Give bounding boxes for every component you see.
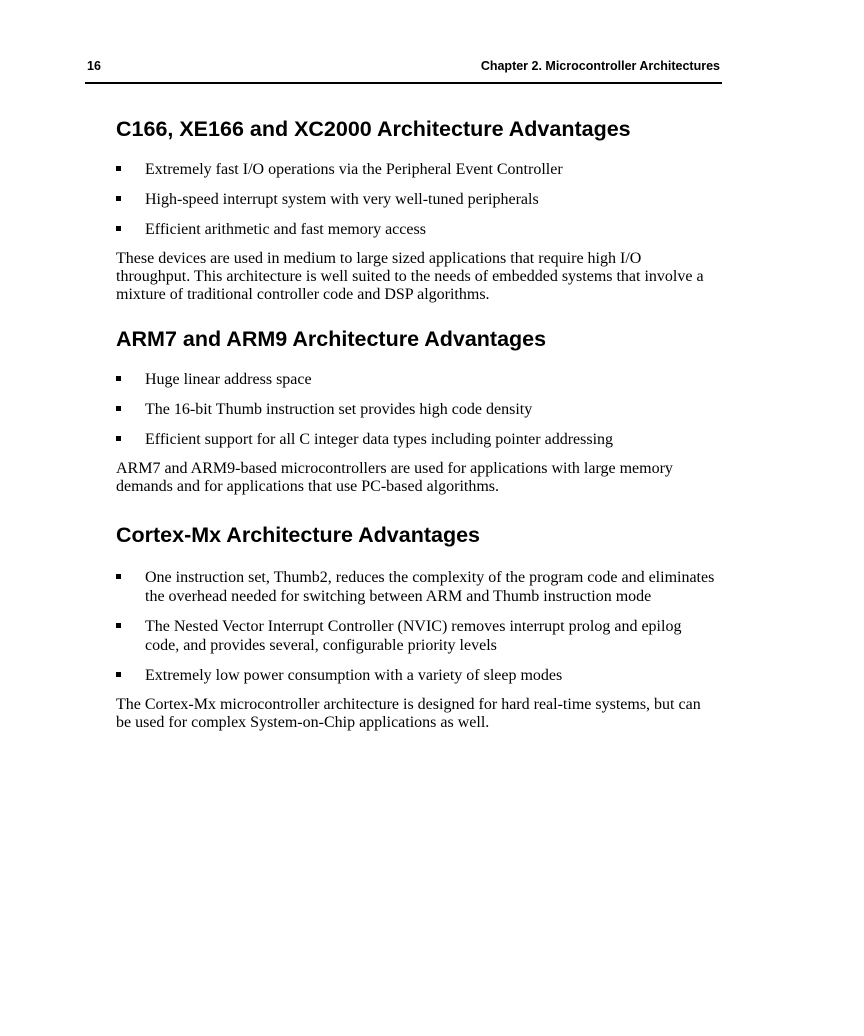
list-item <box>116 617 716 655</box>
list-item-text: The Nested Vector Interrupt Controller (NVIC) removes interrupt prolog and epilog code, and provides several, configurable priority levels <box>145 618 682 654</box>
list-item-text: Extremely fast I/O operations via the Peripheral Event Controller <box>145 161 563 178</box>
page-header <box>85 58 722 84</box>
list-item <box>116 220 716 239</box>
bullet-list <box>116 568 716 685</box>
section-paragraph: ARM7 and ARM9-based microcontrollers are used for applications with large memory demands and for applications that use PC-based algorithms. <box>116 460 673 495</box>
list-item <box>116 568 716 606</box>
square-bullet-icon <box>116 436 121 441</box>
section-cortex-advantages <box>116 520 716 732</box>
square-bullet-icon <box>116 574 121 579</box>
chapter-title: Chapter 2. Microcontroller Architectures <box>480 59 720 73</box>
list-item-text: Huge linear address space <box>145 371 312 388</box>
section-heading: Cortex-Mx Architecture Advantages <box>116 523 480 547</box>
square-bullet-icon <box>116 226 121 231</box>
section-heading: ARM7 and ARM9 Architecture Advantages <box>116 327 547 351</box>
list-item-text: Efficient arithmetic and fast memory access <box>145 221 426 238</box>
square-bullet-icon <box>116 672 121 677</box>
section-heading: C166, XE166 and XC2000 Architecture Advantages <box>116 117 631 141</box>
square-bullet-icon <box>116 406 121 411</box>
list-item-text: One instruction set, Thumb2, reduces the complexity of the program code and eliminates the overhead needed for switching between ARM and Thumb instruction mode <box>145 569 715 605</box>
section-c166-advantages <box>116 114 716 304</box>
list-item <box>116 666 716 685</box>
section-paragraph: These devices are used in medium to large sized applications that require high I/O throughput. This architecture is well suited to the needs of embedded systems that involve a mixture of traditional controller code and DSP algorithms. <box>116 250 704 303</box>
section-arm-advantages <box>116 324 716 496</box>
list-item-text: Extremely low power consumption with a variety of sleep modes <box>145 667 563 684</box>
bullet-list <box>116 370 716 449</box>
square-bullet-icon <box>116 166 121 171</box>
list-item <box>116 190 716 209</box>
page-content <box>116 114 716 732</box>
list-item <box>116 370 716 389</box>
page-number: 16 <box>87 59 101 73</box>
square-bullet-icon <box>116 376 121 381</box>
list-item <box>116 430 716 449</box>
section-paragraph: The Cortex-Mx microcontroller architecture is designed for hard real-time systems, but can be used for complex System-on-Chip applications as well. <box>116 696 701 731</box>
list-item-text: Efficient support for all C integer data types including pointer addressing <box>145 431 614 448</box>
list-item <box>116 160 716 179</box>
list-item-text: The 16-bit Thumb instruction set provides high code density <box>145 401 533 418</box>
list-item-text: High-speed interrupt system with very well-tuned peripherals <box>145 191 539 208</box>
list-item <box>116 400 716 419</box>
square-bullet-icon <box>116 623 121 628</box>
square-bullet-icon <box>116 196 121 201</box>
bullet-list <box>116 160 716 239</box>
